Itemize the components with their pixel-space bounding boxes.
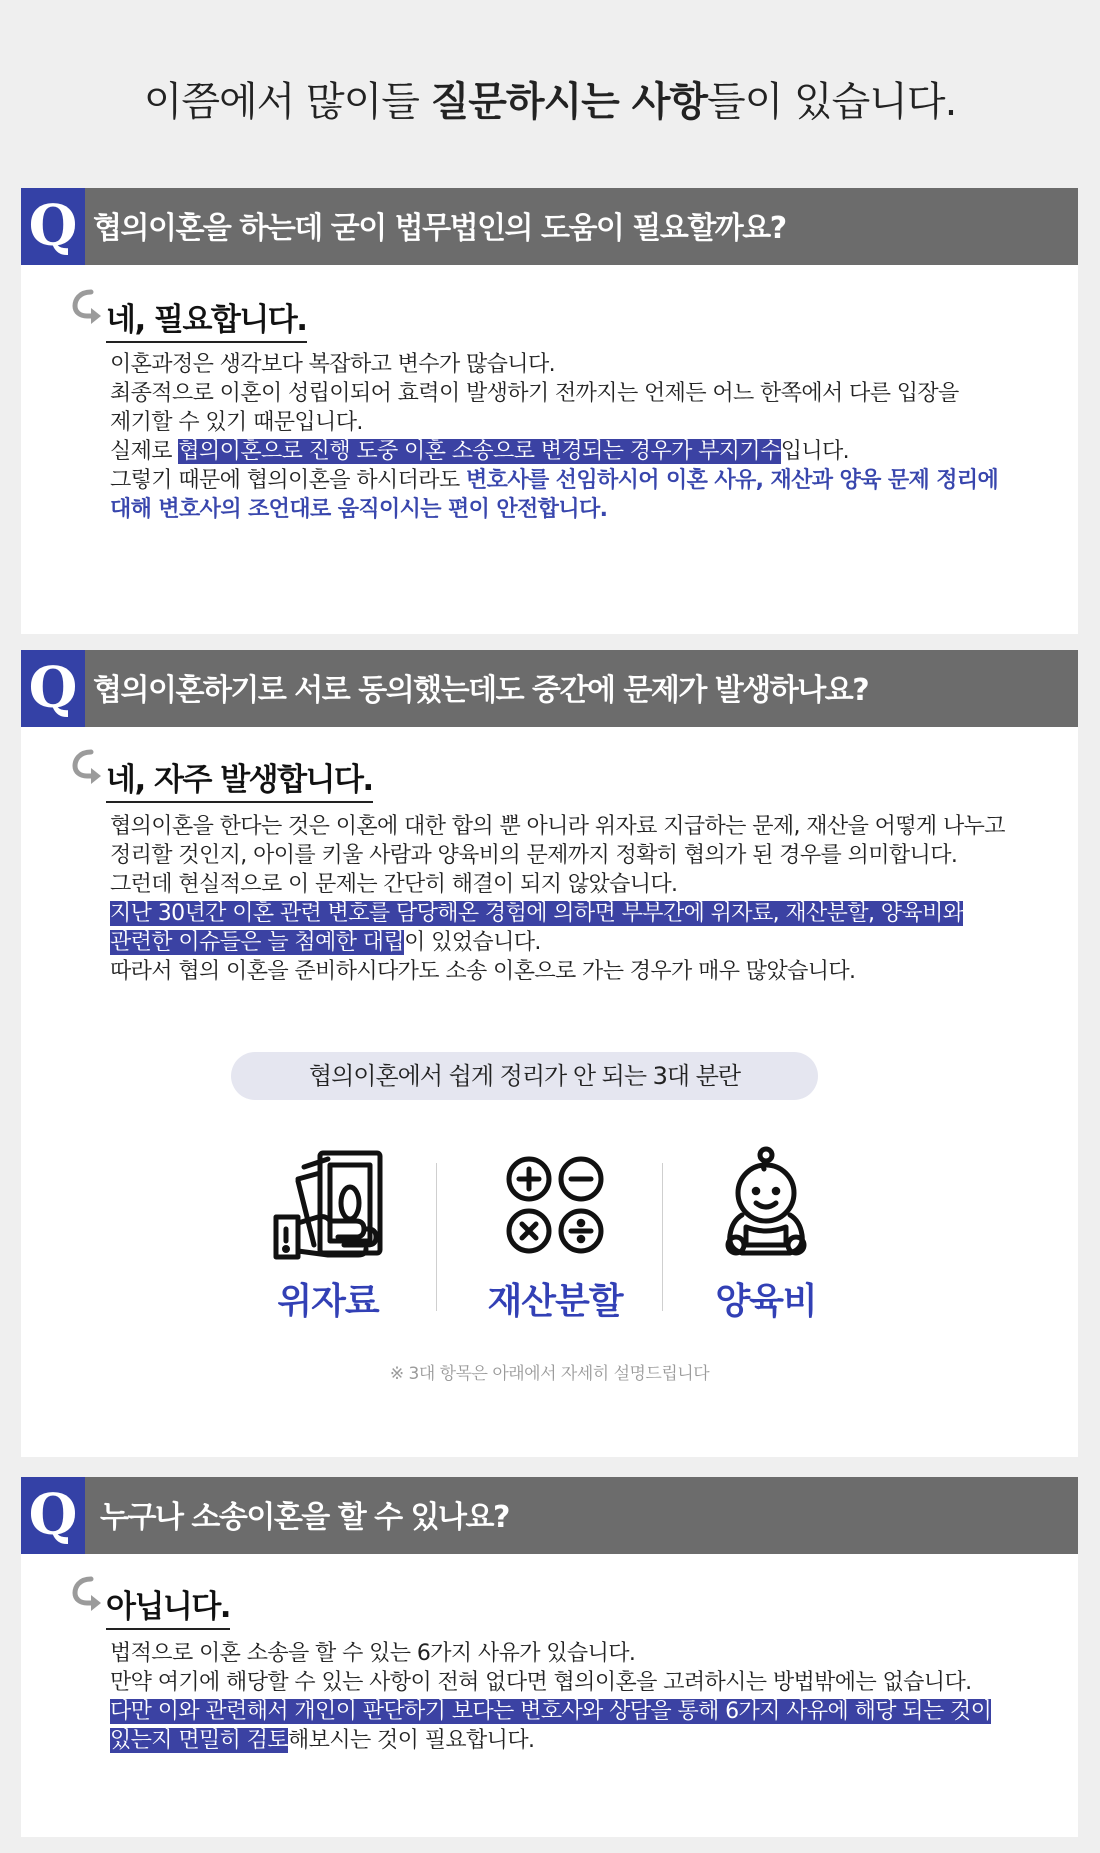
question-text: 누구나 소송이혼을 할 수 있나요? [100,1500,509,1535]
emphasis-text: 변호사를 선임하시어 이혼 사유, 재산과 양육 문제 정리에 [466,468,999,493]
title-bold: 질문하시는 사항 [430,79,708,125]
qa-card-1 [21,188,1078,634]
money-hand-icon [268,1145,388,1263]
body-line: 만약 여기에 해당할 수 있는 사항이 전혀 없다면 협의이혼을 고려하시는 방법밖에는 없습니다. [110,1670,972,1695]
question-header [21,188,1078,265]
disputes-note: ※ 3대 항목은 아래에서 자세히 설명드립니다 [389,1364,710,1384]
reply-arrow-icon [71,286,101,324]
body-line [110,1726,1070,1755]
category-label: 재산분할 [487,1281,623,1322]
highlighted-text: 협의이혼으로 진행 도중 이혼 소송으로 변경되는 경우가 부지기수 [178,439,781,464]
reply-arrow-icon [71,1573,101,1611]
reply-arrow-icon [71,746,101,784]
question-text: 협의이혼을 하는데 굳이 법무법인의 도움이 필요할까요? [93,211,786,246]
text-run: 입니다. [780,439,850,464]
text-run: 그렇기 때문에 협의이혼을 하시더라도 [110,468,467,493]
category-child-support [656,1145,876,1325]
text-run: 실제로 [110,439,179,464]
page-title [0,70,1100,127]
body-line [110,928,1070,957]
baby-icon [706,1145,826,1263]
text-run: 해보시는 것이 필요합니다. [288,1728,535,1753]
calculator-icon [495,1145,615,1263]
body-line: 협의이혼을 한다는 것은 이혼에 대한 합의 뿐 아니라 위자료 지급하는 문제, 재산을 어떻게 나누고 [110,814,1005,839]
body-line [110,437,1070,466]
body-line [110,466,1070,495]
emphasis-text: 대해 변호사의 조언대로 움직이시는 편이 안전합니다. [110,497,608,522]
body-line: 법적으로 이혼 소송을 할 수 있는 6가지 사유가 있습니다. [110,1641,636,1666]
highlighted-text: 다만 이와 관련해서 개인이 판단하기 보다는 변호사와 상담을 통해 6가지 사유에 해당 되는 것이 [110,1699,992,1724]
body-line: 제기할 수 있기 때문입니다. [110,410,363,435]
text-run: 이 있었습니다. [404,930,541,955]
category-label: 위자료 [277,1281,379,1322]
body-line [110,495,1070,524]
question-text: 협의이혼하기로 서로 동의했는데도 중간에 문제가 발생하나요? [93,673,869,708]
title-prefix: 이쯤에서 많이들 [143,79,431,125]
answer-title: 네, 자주 발생합니다. [106,754,373,803]
body-line [110,899,1070,928]
category-property-division [445,1145,665,1325]
highlighted-text: 지난 30년간 이혼 관련 변호를 담당해온 경험에 의하면 부부간에 위자료, 재산분할, 양육비와 [110,901,964,926]
body-line: 최종적으로 이혼이 성립이되어 효력이 발생하기 전까지는 언제든 어느 한쪽에서 다른 입장을 [110,381,959,406]
category-alimony [218,1145,438,1325]
body-line: 정리할 것인지, 아이를 키울 사람과 양육비의 문제까지 정확히 협의가 된 경우를 의미합니다. [110,843,958,868]
body-line: 그런데 현실적으로 이 문제는 간단히 해결이 되지 않았습니다. [110,872,678,897]
answer-title: 네, 필요합니다. [106,294,307,343]
highlighted-text: 관련한 이슈들은 늘 첨예한 대립 [110,930,405,955]
answer-body [110,812,1070,986]
body-line: 따라서 협의 이혼을 준비하시다가도 소송 이혼으로 가는 경우가 매우 많았습니다. [110,959,856,984]
q-badge: Q [21,188,85,265]
question-header [21,650,1078,727]
answer-body [110,1639,1070,1755]
highlighted-text: 있는지 면밀히 검토 [110,1728,289,1753]
answer-body [110,350,1070,524]
disputes-heading: 협의이혼에서 쉽게 정리가 안 되는 3대 분란 [231,1052,818,1100]
qa-card-3 [21,1477,1078,1837]
q-badge: Q [21,1477,85,1554]
question-header [21,1477,1078,1554]
divider [436,1163,437,1311]
answer-title: 아닙니다. [106,1581,230,1630]
title-suffix: 들이 있습니다. [707,79,957,125]
body-line [110,1697,1070,1726]
body-line: 이혼과정은 생각보다 복잡하고 변수가 많습니다. [110,352,556,377]
category-label: 양육비 [715,1281,817,1322]
q-badge: Q [21,650,85,727]
